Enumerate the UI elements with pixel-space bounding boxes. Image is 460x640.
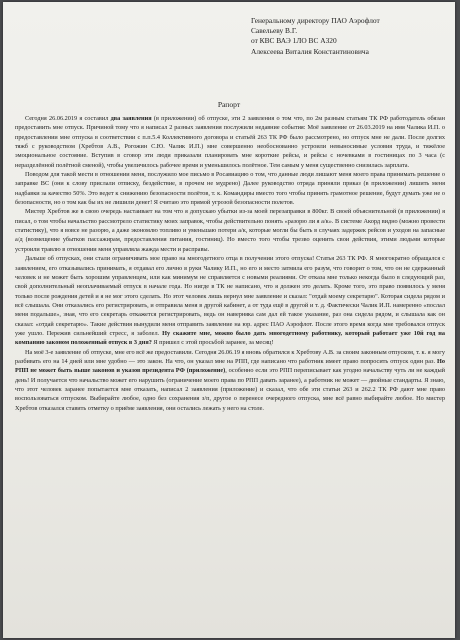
document-sheet <box>3 2 455 638</box>
paragraph <box>15 207 445 254</box>
bold-text-run: Ну скажите мне, можно было дать многодетному работнику, который работает уже 10й год на компанию законом положенный отпуск в 3 дня? <box>15 329 445 347</box>
text-run: Я пришел с этой просьбой заранее, за месяц! <box>151 339 274 347</box>
text-run: На моё 3-е заявление об отпуске, мне его всё же предоставили. Сегодня 26.06.19 я вновь обратился к Хребтову А.В. за своим законным отпуском, т. к. я могу разбивать его на 14 дней или мне удобно — это закон. На что, он указал мне на РПП, где написано что работник имеет право попросить отпуск один раз. <box>15 348 445 365</box>
document-title: Рапорт <box>217 100 241 109</box>
paragraph <box>15 348 445 413</box>
text-run: Поводом для такой мести в отношении меня, послужило мое письмо в Росавиацию о том, что данные люди лишают меня моего права принимать решение о заправке ВС (они к слову прислали отписку, бездействие, в прочем не мудрено) Далее руководство отряда приняли приказ (в приложении) лишить меня надбавки за качество 50%. Это ведет к снижению безопасности полётов, т. к. Командиры вместо того чтобы принять грамотное решение, будут думать уже не о безопасности, но о том как бы их не лишили денег! Я считаю это прямой угрозой безопасности полетов. <box>15 171 445 207</box>
addressee-block: Генеральному директору ПАО Аэрофлот Савельеву В.Г. от КВС ВАЭ 1ЛО ВС А320 Алексеева Виталия Константиновича <box>251 16 380 56</box>
paragraph <box>15 114 445 170</box>
bold-text-run: два заявления <box>110 115 152 122</box>
paragraph <box>15 254 445 347</box>
bold-text-run: Но РПП не может быть выше законов и указов президента РФ (приложение) <box>15 357 445 375</box>
text-run: , особенно если это РПП переписывает как угодно начальству чуть ли не каждый день! И получается что начальство может его нарушить (ограничение моего права по РПП давать заранее), а работник не может — двойные стандарты. Я знаю, что этот человек заранее попытается мне отказать, написал 2 заявления (приложение) и сказал, что обе эти статьи 263 и 262.2 ТК РФ дают мне право воспользоваться отпуском. Выбирайте любое, одно без сохранения з/п, другое о перенесе очередного отпуска, мне всё равно выбирайте любое. Но мистер Хребтов отказался ставить отметку о приёме заявления, они остались лежать у него на столе. <box>15 367 445 412</box>
text-run: Сегодня 26.06.2019 я составил <box>25 115 111 122</box>
paragraph <box>15 170 445 207</box>
text-run: Мистер Хребтов же в свою очередь настаивает на том что я допускаю убытки из-за моей перезаправки в 800кг. В своей объяснительной (в приложении) я писал, о том чтобы начальство рассмотрело статистику моих заправок, чтобы действительно понять «разорю ли я а/к». В системе Акорд видно (можно провести статистику), что я вовсе не разорю, а даже экономлю топливо и уменьшаю потери а/к, которые могли бы быть в случаях задержек рейсов и уходов на запасные а/д (возмещение убытков пассажирам, предоставления питания, гостиниц). Но вместо того чтобы трезво оценить свои действия, этими людьми которые устроили травлю в отношении меня управляла жажда мести и расправы. <box>15 208 445 253</box>
text-run: Дальше об отпусках, они стали ограничивать мое право на многодетного отца в получении этого отпуска! Статья 263 ТК РФ. Я многократно обращался с заявлением, его отказывались принимать, я отдавал его лично в руки Чалику И.П., но его и место затмила его разум, что говорит о том, что он не сдержанный человек и не может быть хорошим управленцем, или как минимум не справляется с новыми реалиями. От отказа мне только некогда было в следующий раз, свой дополнительный неоплачиваемый отпуск в начале года. Но нигде в ТК не написано, что я должен это делать. Кроме того, это право появилось у меня только после рождения детей и я не мог этого сделать. Но этот человек лишь вернул мне заявление и сказал: "отдай моему секретарю". Которая сидела рядом и всё слышала. Они отказались его регистрировать, и отправила меня в другой кабинет, а от туда ещё в другой и т. д. Фактически Чалик И.П. намеренно «послал меня подальше», зная, что его секретарь откажется регистрировать, ведь он наверняка сам дал ей такое указание, раз она сидела рядом, и слышала как он сказал: «отдай секретарю». Такие действия вынудили меня отправить заявление на юр. адрес ПАО Аэрофлот. После этого время когда мне требовался отпуск уже ушло. Пережив сильнейший стресс, я заболел. <box>15 255 445 337</box>
document-body <box>15 114 445 413</box>
text-run: (в приложении) об отпуске, эти 2 заявления о том что, по 2м разным статьям ТК РФ работодатель обязан предоставить мне отпуск. Причиной тому что я написал 2 разных заявления послужили недавние события: Моё заявление от 26.03.2019 на имя Чалика И.П. о предоставлении мне отпуска в соответствии с п.п.5.4 Коллективного договора и статьёй 263 ТК РФ было рассмотрено, но отпуск мне не дали. После долгих тяжб с руководством (Хребтов А.В., Рогожин С.Ю. Чалик И.П.) мне совершенно необоснованно устроили невыносимые условия труда, и тяжёлое эмоциональное состояние. Вступив в сговор эти люди приказали планировать мне короткие рейсы, и рейсы с ночевками в гостиницах по 3 часа (с неразделённой полётной сменой), чтобы увеличилось рабочее время и уменьшилось полётное. Тем самым у меня существенно снизилась зарплата. <box>15 115 445 169</box>
